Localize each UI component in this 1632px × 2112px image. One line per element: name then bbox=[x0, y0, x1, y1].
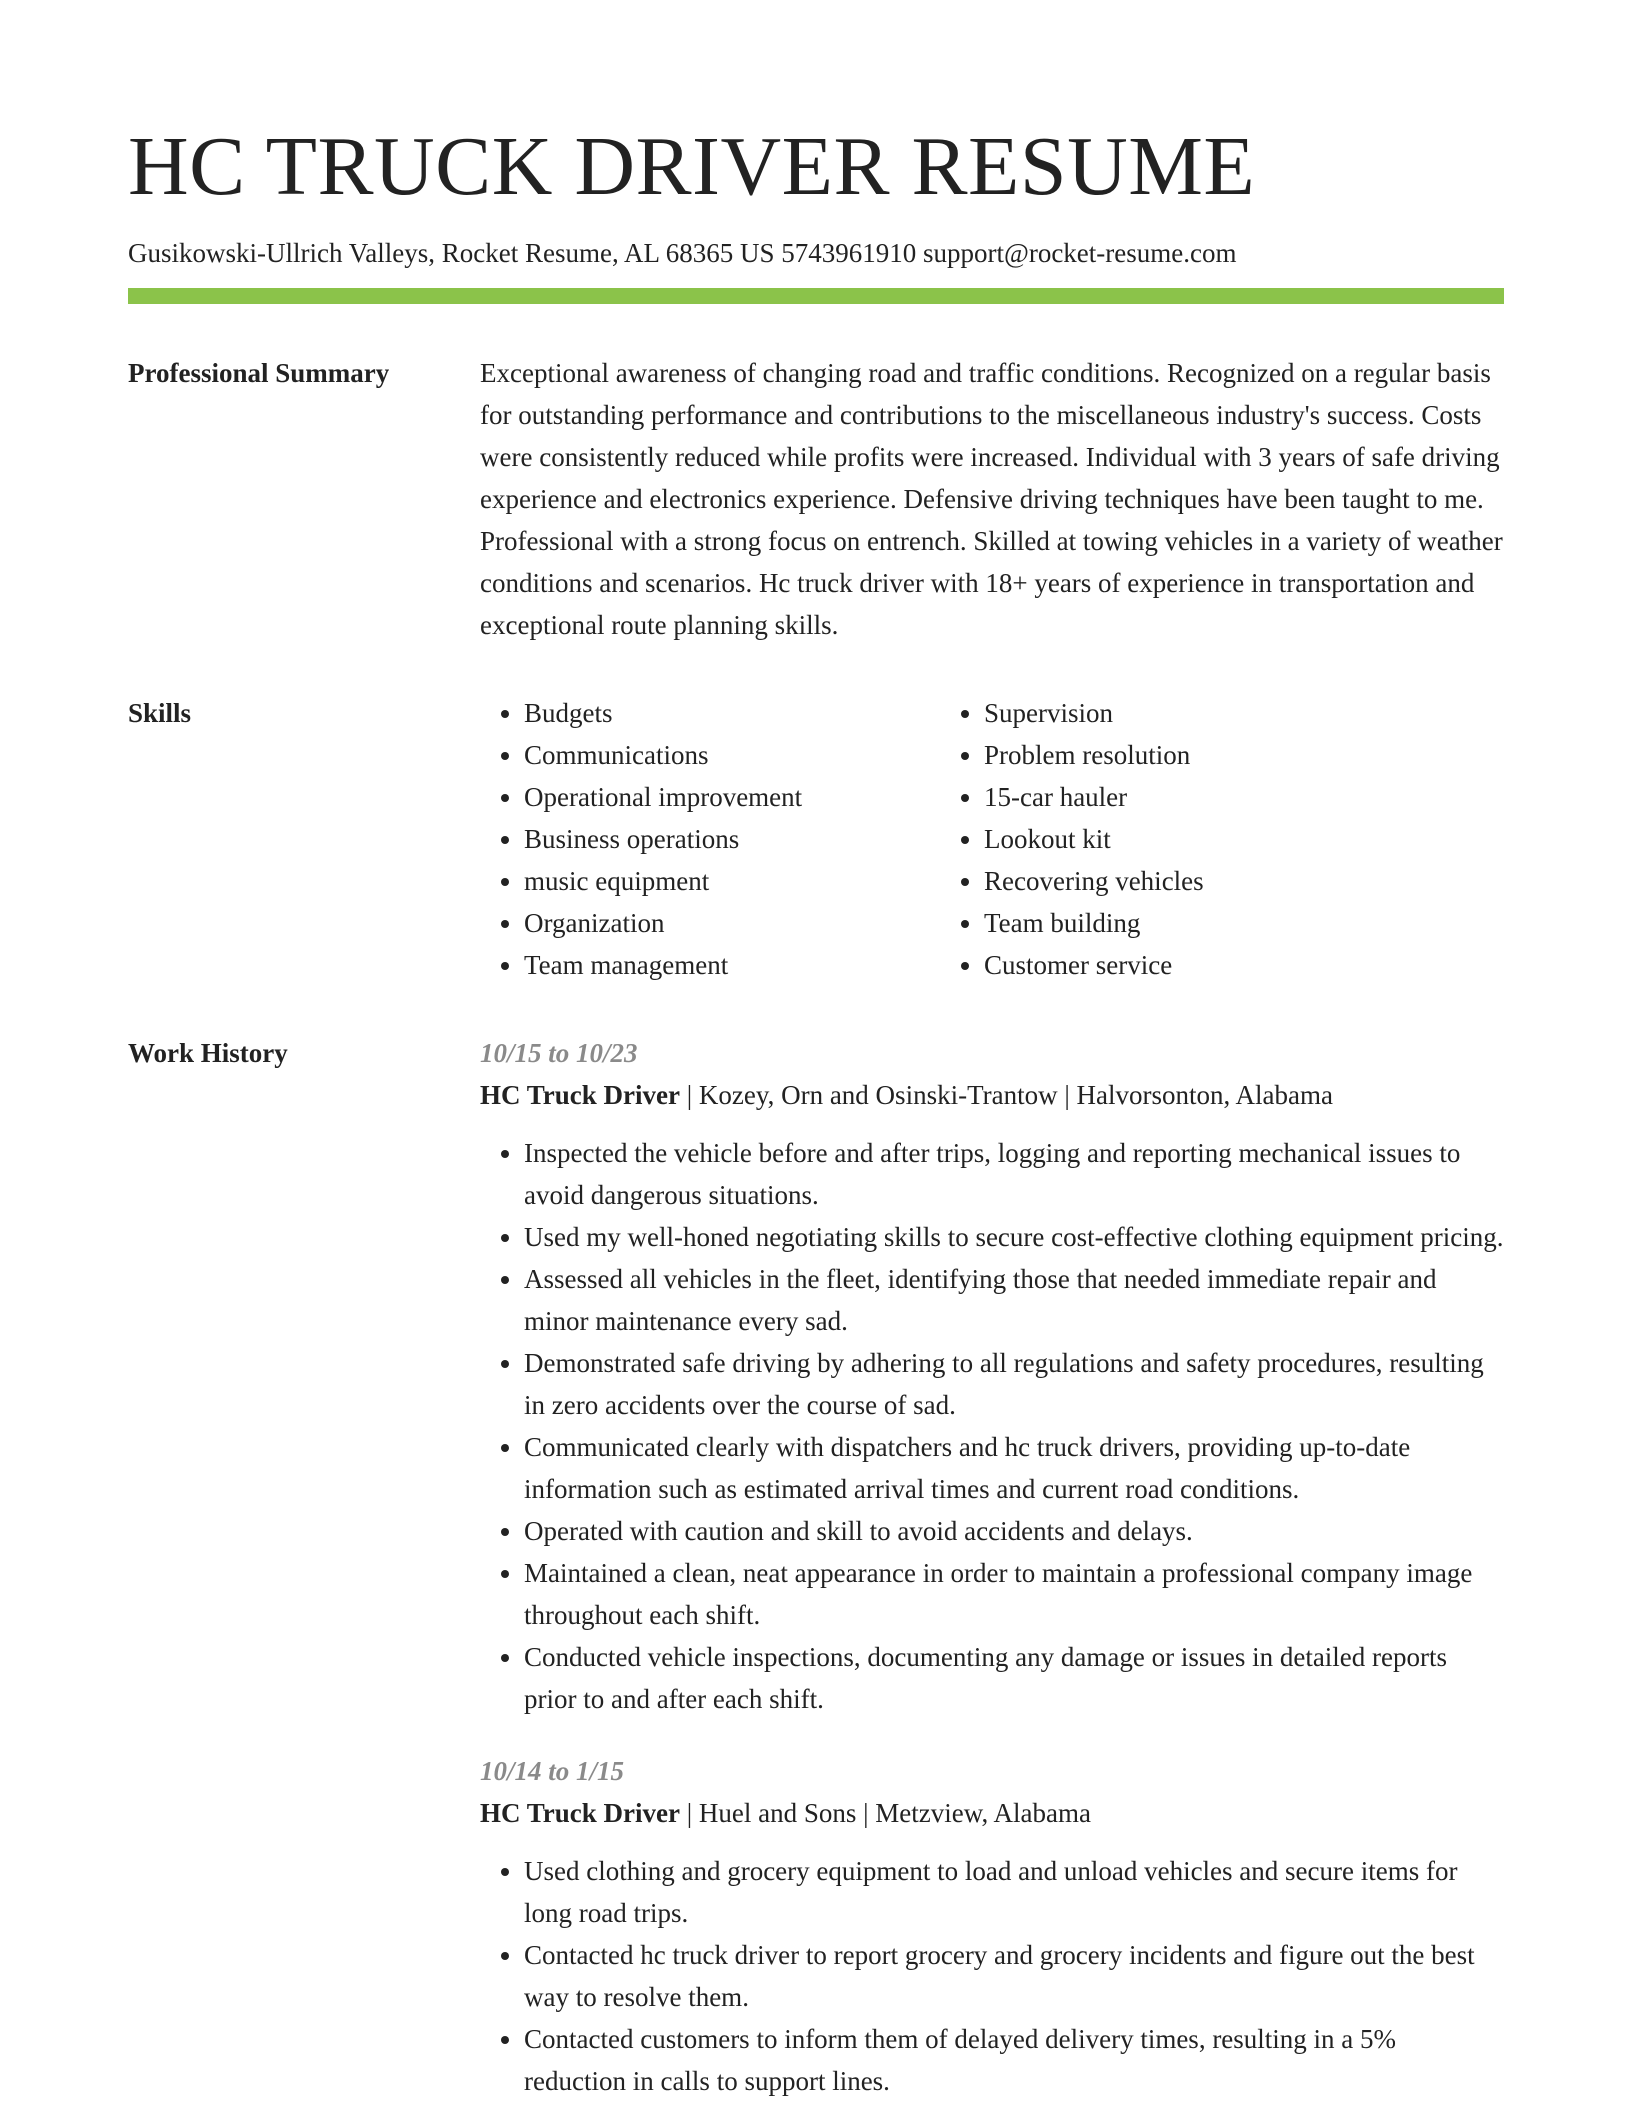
job-bullet: • Contacted hc truck driver to report grocery and grocery incidents and figure out the best way to resolve them. bbox=[524, 1934, 1504, 2018]
header-divider bbox=[128, 288, 1504, 304]
job-dates: 10/14 to 1/15 bbox=[480, 1756, 625, 1786]
skill-item: • Organization bbox=[524, 902, 940, 944]
job-entry bbox=[480, 1750, 1504, 2102]
contact-line: Gusikowski-Ullrich Valleys, Rocket Resume, AL 68365 US 5743961910 support@rocket-resume.com bbox=[128, 238, 1237, 268]
job-bullet: • Used my well-honed negotiating skills to secure cost-effective clothing equipment pricing. bbox=[524, 1216, 1504, 1258]
work-history-body bbox=[480, 1032, 1504, 2112]
professional-summary-section bbox=[128, 352, 1504, 646]
skill-item: • Team management bbox=[524, 944, 940, 986]
job-heading bbox=[480, 1074, 1504, 1116]
section-label-work-history: Work History bbox=[128, 1038, 288, 1068]
skill-item: • Customer service bbox=[984, 944, 1500, 986]
skills-body bbox=[480, 692, 1504, 986]
job-bullet: • Operated with caution and skill to avoid accidents and delays. bbox=[524, 1510, 1504, 1552]
skill-item: • Team building bbox=[984, 902, 1500, 944]
skills-column-2 bbox=[940, 692, 1500, 986]
section-label-summary: Professional Summary bbox=[128, 358, 390, 388]
skills-column-1 bbox=[480, 692, 940, 986]
job-dates: 10/15 to 10/23 bbox=[480, 1038, 638, 1068]
job-bullet: • Inspected the vehicle before and after trips, logging and reporting mechanical issues to avoid dangerous situations. bbox=[524, 1132, 1504, 1216]
job-bullet: • Communicated clearly with dispatchers and hc truck drivers, providing up-to-date information such as estimated arrival times and current road conditions. bbox=[524, 1426, 1504, 1510]
skill-item: • music equipment bbox=[524, 860, 940, 902]
job-bullet: • Assessed all vehicles in the fleet, identifying those that needed immediate repair and minor maintenance every sad. bbox=[524, 1258, 1504, 1342]
section-label-skills: Skills bbox=[128, 698, 192, 728]
skill-item: • Business operations bbox=[524, 818, 940, 860]
job-bullet: • Demonstrated safe driving by adhering to all regulations and safety procedures, resulting in zero accidents over the course of sad. bbox=[524, 1342, 1504, 1426]
summary-text: Exceptional awareness of changing road and traffic conditions. Recognized on a regular basis for outstanding performance and contributions to the miscellaneous industry's success. Costs were consistently reduced while profits were increased. Individual with 3 years of safe driving experience and electronics experience. Defensive driving techniques have been taught to me. Professional with a strong focus on entrench. Skilled at towing vehicles in a variety of weather conditions and scenarios. Hc truck driver with 18+ years of experience in transportation and exceptional route planning skills. bbox=[480, 358, 1503, 640]
job-title: HC Truck Driver bbox=[480, 1080, 680, 1110]
skill-item: • Communications bbox=[524, 734, 940, 776]
skill-item: • Supervision bbox=[984, 692, 1500, 734]
job-bullets bbox=[480, 1132, 1504, 1720]
skill-item: • 15-car hauler bbox=[984, 776, 1500, 818]
job-heading bbox=[480, 1792, 1504, 1834]
job-title: HC Truck Driver bbox=[480, 1798, 680, 1828]
job-bullet: • Contacted customers to inform them of delayed delivery times, resulting in a 5% reduction in calls to support lines. bbox=[524, 2018, 1504, 2102]
job-bullet: • Conducted vehicle inspections, documenting any damage or issues in detailed reports prior to and after each shift. bbox=[524, 1636, 1504, 1720]
skill-item: • Operational improvement bbox=[524, 776, 940, 818]
job-entry bbox=[480, 1032, 1504, 1720]
job-bullets bbox=[480, 1850, 1504, 2102]
skills-section bbox=[128, 692, 1504, 986]
job-employer-location: | Huel and Sons | Metzview, Alabama bbox=[679, 1798, 1091, 1828]
job-employer-location: | Kozey, Orn and Osinski-Trantow | Halvorsonton, Alabama bbox=[679, 1080, 1333, 1110]
job-bullet: • Maintained a clean, neat appearance in order to maintain a professional company image throughout each shift. bbox=[524, 1552, 1504, 1636]
skill-item: • Problem resolution bbox=[984, 734, 1500, 776]
work-history-section bbox=[128, 1032, 1504, 2112]
skill-item: • Lookout kit bbox=[984, 818, 1500, 860]
summary-body bbox=[480, 352, 1504, 646]
skill-item: • Budgets bbox=[524, 692, 940, 734]
job-bullet: • Used clothing and grocery equipment to load and unload vehicles and secure items for long road trips. bbox=[524, 1850, 1504, 1934]
skill-item: • Recovering vehicles bbox=[984, 860, 1500, 902]
resume-title: HC TRUCK DRIVER RESUME bbox=[128, 120, 1256, 213]
